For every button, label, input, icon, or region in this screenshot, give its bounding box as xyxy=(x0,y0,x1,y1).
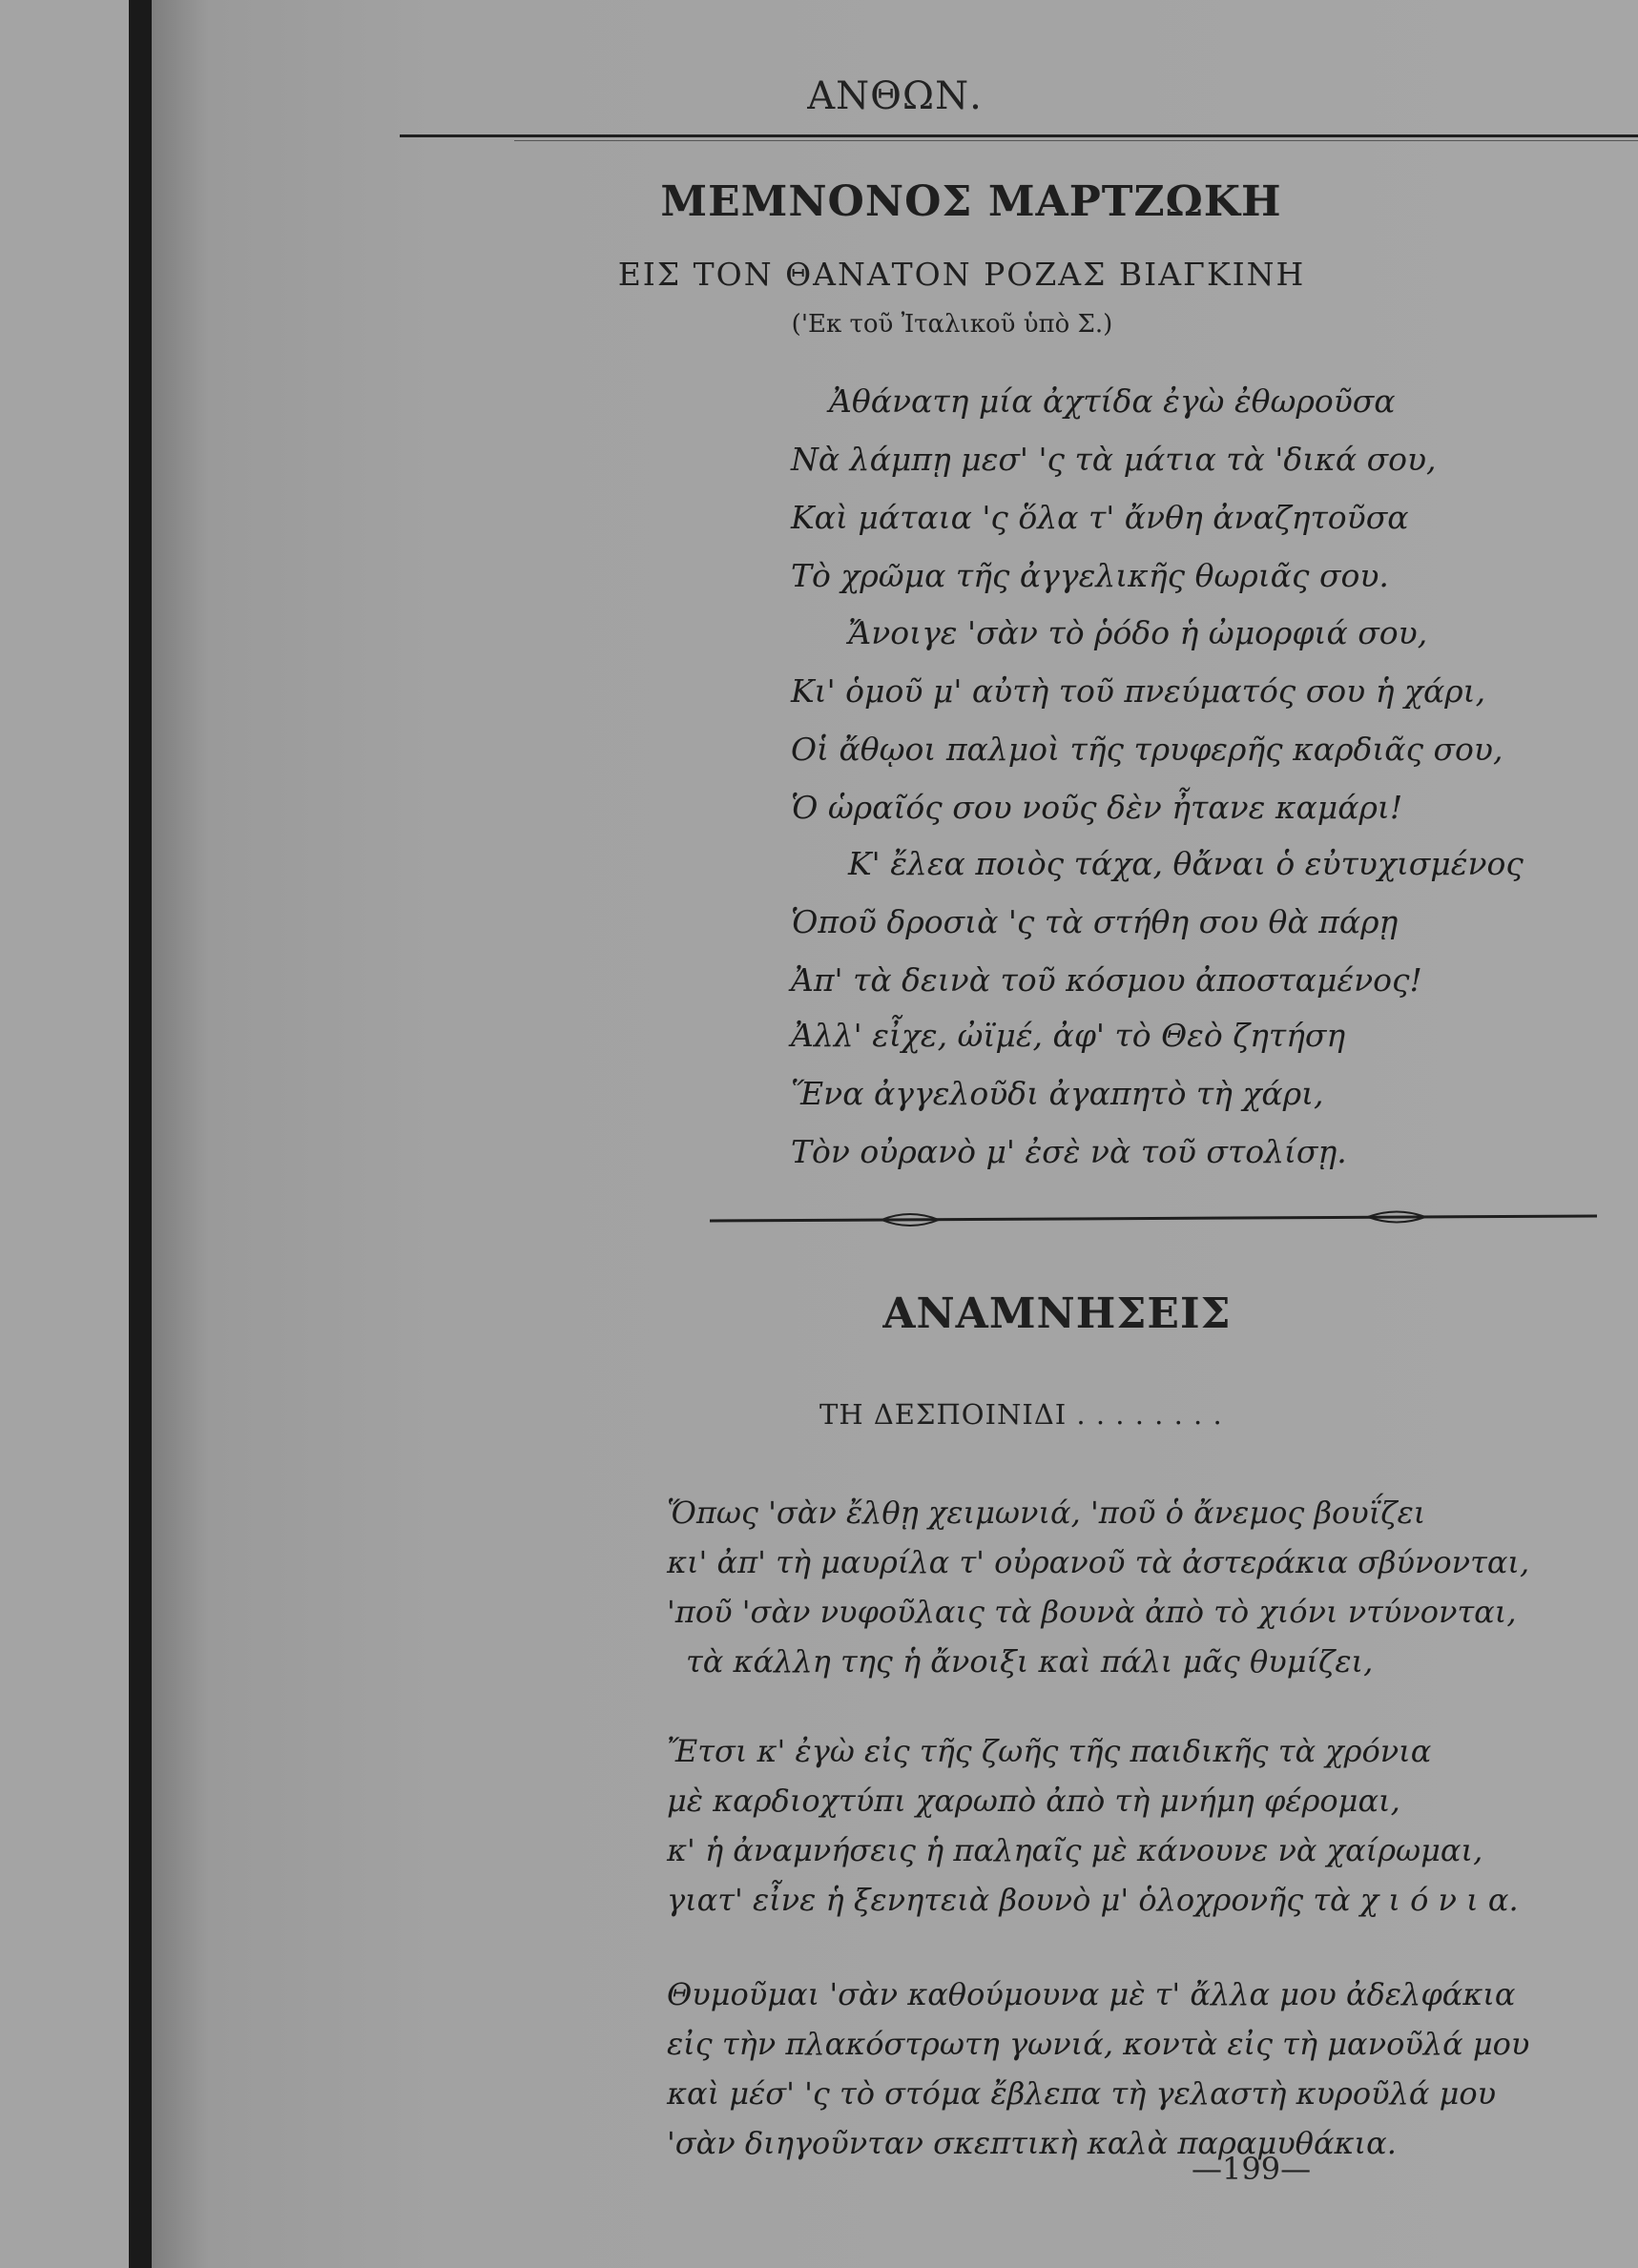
verse-line: Κι' ὁμοῦ μ' αὐτὴ τοῦ πνεύματός σου ἡ χάρι, xyxy=(791,672,1486,710)
poem-stanza-4 xyxy=(791,1006,1347,1181)
verse-line: Ἕνα ἀγγελοῦδι ἀγαπητὸ τὴ χάρι, xyxy=(791,1075,1324,1112)
verse-line: Ὁποῦ δροσιὰ 'ς τὰ στήθη σου θὰ πάρῃ xyxy=(791,903,1399,940)
prose-line: εἰς τὴν πλακόστρωτη γωνιά, κοντὰ εἰς τὴ μανοῦλά μου xyxy=(667,2026,1530,2062)
verse-line: Ἀλλ' εἶχε, ὠϊμέ, ἀφ' τὸ Θεὸ ζητήση xyxy=(791,1017,1346,1054)
prose-line: κ' ἡ ἀναμνήσεις ἡ παληαῖς μὲ κάνουνε νὰ χαίρωμαι, xyxy=(667,1832,1483,1868)
prose-line: 'σὰν διηγοῦνταν σκεπτικὴ καλὰ παραμυθάκια. xyxy=(667,2125,1397,2161)
book-page xyxy=(152,0,1638,2268)
prose-line: 'ποῦ 'σὰν νυφοῦλαις τὰ βουνὰ ἀπὸ τὸ χιόνι ντύνονται, xyxy=(667,1594,1517,1630)
verse-line: Ἀπ' τὰ δεινὰ τοῦ κόσμου ἀποσταμένος! xyxy=(791,961,1422,999)
poem-title: ΕΙΣ ΤΟΝ ΘΑΝΑΤΟΝ ΡΟΖΑΣ ΒΙΑΓΚΙΝΗ xyxy=(617,256,1306,293)
verse-line: Τὸν οὐρανὸ μ' ἐσὲ νὰ τοῦ στολίσῃ. xyxy=(791,1133,1347,1170)
verse-line: Ἄνοιγε 'σὰν τὸ ῥόδο ἡ ὠμορφιά σου, xyxy=(848,614,1428,651)
prose-line: γιατ' εἶνε ἡ ξενητειὰ βουνὸ μ' ὁλοχρονῆς τὰ χ ι ό ν ι α. xyxy=(667,1882,1519,1918)
poem-stanza-2 xyxy=(791,604,1503,836)
prose-paragraph-1 xyxy=(667,1488,1529,1686)
book-gutter xyxy=(0,0,129,2268)
dedication: ΤΗ ΔΕΣΠΟΙΝΙΔΙ . . . . . . . . xyxy=(819,1398,1223,1431)
poem-stanza-1 xyxy=(791,372,1437,605)
prose-line: Ἔτσι κ' ἐγὼ εἰς τῆς ζωῆς τῆς παιδικῆς τὰ χρόνια xyxy=(667,1733,1432,1769)
spine-shadow xyxy=(129,0,152,2268)
section-ornament xyxy=(710,1206,1597,1235)
verse-line: Τὸ χρῶμα τῆς ἀγγελικῆς θωριᾶς σου. xyxy=(791,557,1389,594)
prose-line: μὲ καρδιοχτύπι χαρωπὸ ἀπὸ τὴ μνήμη φέρομαι, xyxy=(667,1783,1400,1819)
header-rule-thin xyxy=(514,140,1638,141)
poem-stanza-3 xyxy=(791,835,1524,1009)
prose-paragraph-3 xyxy=(667,1969,1529,2168)
prose-line: Θυμοῦμαι 'σὰν καθούμουνα μὲ τ' ἄλλα μου ἀδελφάκια xyxy=(667,1976,1516,2012)
prose-paragraph-2 xyxy=(667,1726,1519,1925)
verse-line: Κ' ἔλεα ποιὸς τάχα, θἄναι ὁ εὐτυχισμένος xyxy=(848,845,1524,882)
header-rule xyxy=(400,134,1638,137)
running-head: ΑΝΘΩΝ. xyxy=(807,74,983,118)
verse-line: Ἀθάνατη μία ἀχτίδα ἐγὼ ἐθωροῦσα xyxy=(829,382,1396,420)
prose-line: τὰ κάλλη της ἡ ἄνοιξι καὶ πάλι μᾶς θυμίζει, xyxy=(686,1643,1374,1680)
verse-line: Νὰ λάμπῃ μεσ' 'ς τὰ μάτια τὰ 'δικά σου, xyxy=(791,441,1437,478)
page-number: —199— xyxy=(1192,2151,1312,2187)
verse-line: Καὶ μάταια 'ς ὅλα τ' ἄνθη ἀναζητοῦσα xyxy=(791,499,1409,536)
prose-line: Ὅπως 'σὰν ἔλθῃ χειμωνιά, 'ποῦ ὁ ἄνεμος βουΐζει xyxy=(667,1495,1426,1531)
verse-line: Ὁ ὡραῖός σου νοῦς δὲν ἦτανε καμάρι! xyxy=(791,789,1403,826)
verse-line: Οἱ ἄθῳοι παλμοὶ τῆς τρυφερῆς καρδιᾶς σου, xyxy=(791,731,1503,768)
poem-author: ΜΕΜΝΟΝΟΣ ΜΑΡΤΖΩΚΗ xyxy=(660,177,1282,226)
prose-line: κι' ἀπ' τὴ μαυρίλα τ' οὐρανοῦ τὰ ἀστεράκια σβύνονται, xyxy=(667,1544,1530,1580)
second-title: ΑΝΑΜΝΗΣΕΙΣ xyxy=(882,1289,1232,1338)
poem-source: ('Εκ τοῦ Ἰταλικοῦ ὑπὸ Σ.) xyxy=(791,310,1113,339)
prose-line: καὶ μέσ' 'ς τὸ στόμα ἔβλεπα τὴ γελαστὴ κυροῦλά μου xyxy=(667,2075,1497,2112)
